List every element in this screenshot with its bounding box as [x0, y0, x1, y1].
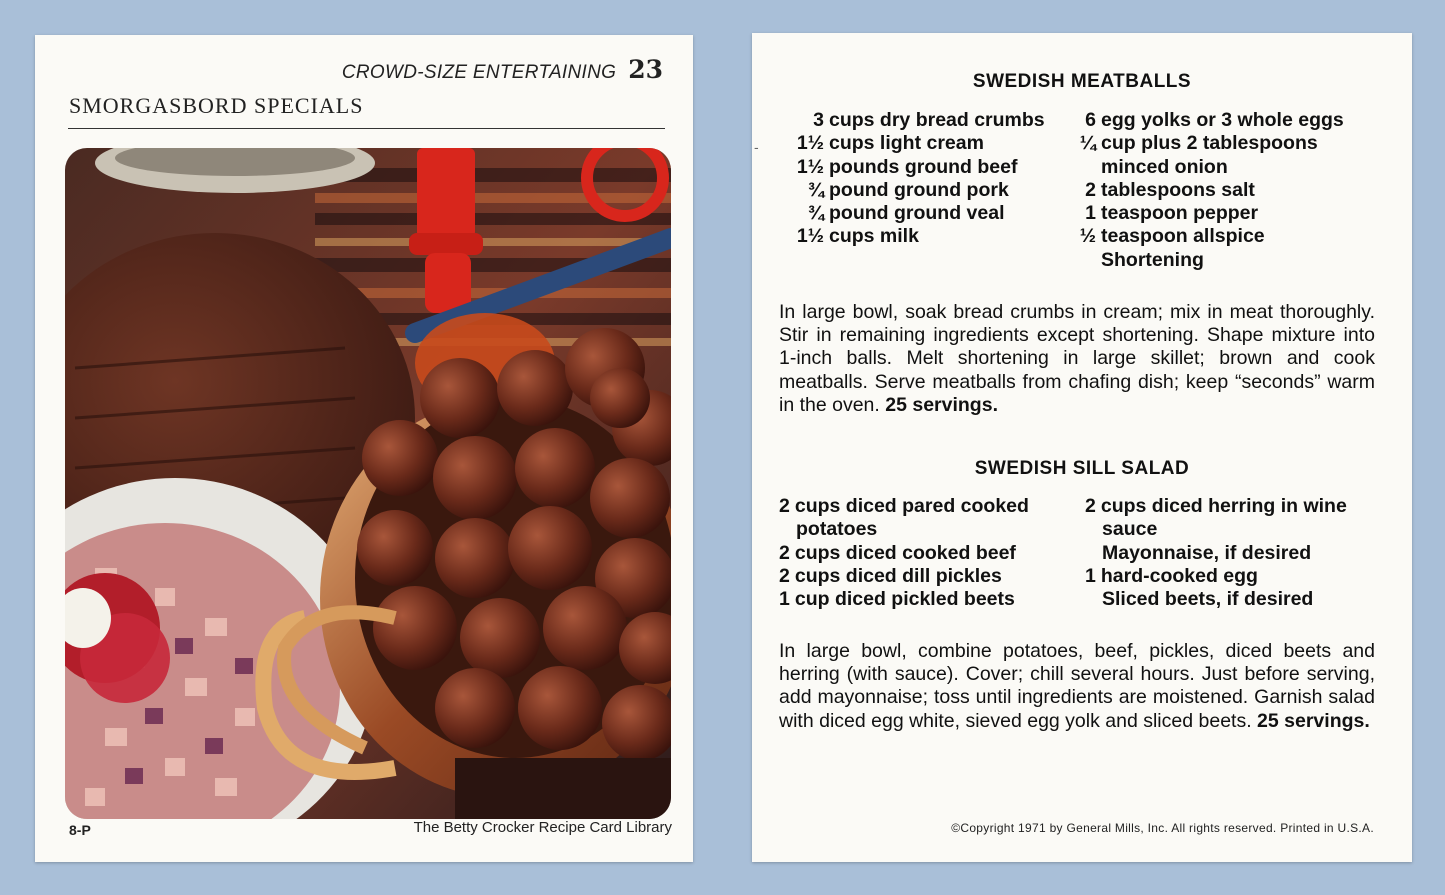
- card-code: 8-P: [69, 822, 91, 838]
- food-photo: [65, 148, 671, 819]
- servings: 25 servings.: [885, 393, 998, 416]
- library-name: The Betty Crocker Recipe Card Library: [413, 819, 672, 836]
- recipe-title-meatballs: SWEDISH MEATBALLS: [972, 71, 1192, 92]
- ingredient-line: [1052, 179, 1344, 202]
- ingredient-text: minced onion: [1101, 155, 1228, 178]
- ingredient-quantity: 1½: [796, 132, 824, 155]
- ingredient-quantity: 1½: [796, 155, 824, 178]
- card-number: 23: [628, 55, 663, 84]
- ingredient-line: [779, 542, 1029, 565]
- ingredient-line: [1052, 249, 1344, 272]
- ingredient-quantity: 2: [779, 495, 790, 517]
- recipe-card-front: [35, 35, 693, 862]
- ingredient-quantity: [1085, 588, 1102, 611]
- ingredient-text: teaspoon pepper: [1101, 202, 1259, 225]
- meatballs-photo-illustration: [65, 148, 671, 819]
- ingredient-text: cups light cream: [829, 132, 984, 155]
- ingredient-quantity: 2: [1085, 178, 1096, 201]
- ingredient-line: [1085, 495, 1347, 518]
- ingredient-line: [1085, 518, 1347, 541]
- ingredient-quantity: ¼: [1079, 132, 1096, 155]
- ingredient-quantity: 6: [1085, 109, 1096, 131]
- header-divider: [68, 128, 665, 129]
- ingredient-text: cup diced pickled beets: [794, 588, 1015, 611]
- ingredient-line: [1085, 542, 1347, 565]
- ingredient-line: [1052, 132, 1344, 155]
- ingredient-text: cups diced pared cooked: [794, 495, 1029, 517]
- servings: 25 servings.: [1257, 709, 1370, 732]
- ingredient-line: [780, 225, 1045, 248]
- ingredient-quantity: 3: [813, 109, 824, 131]
- ingredient-text: hard-cooked egg: [1100, 564, 1258, 587]
- ingredient-line: [779, 518, 1029, 541]
- ingredient-quantity: ¾: [807, 178, 824, 201]
- ingredient-quantity: 2: [1085, 495, 1096, 517]
- ingredient-text: pounds ground beef: [829, 155, 1018, 178]
- ingredient-text: egg yolks or 3 whole eggs: [1101, 109, 1344, 131]
- ingredient-quantity: 1: [779, 588, 790, 611]
- ingredient-text: pound ground veal: [829, 202, 1005, 225]
- ingredient-line: [1052, 225, 1344, 248]
- ingredient-line: [1085, 565, 1347, 588]
- directions-sill-salad: [779, 640, 1375, 733]
- ingredient-text: cups diced cooked beef: [794, 541, 1016, 564]
- ingredient-quantity: 2: [779, 564, 790, 587]
- ingredient-text: teaspoon allspice: [1101, 225, 1265, 248]
- ingredient-line: [1052, 109, 1344, 132]
- ingredient-quantity: [1052, 156, 1101, 179]
- ingredient-text: cups diced dill pickles: [794, 564, 1002, 587]
- ingredient-line: [779, 495, 1029, 518]
- ingredient-quantity: ¾: [807, 202, 824, 225]
- ingredient-text: cups milk: [829, 225, 919, 248]
- ingredient-line: [1085, 588, 1347, 611]
- directions-text: In large bowl, combine potatoes, beef, pickles, diced beets and herring (with sauce). Cover; chill several hours. Just before serving, add mayonnaise; toss until ingredients are moistened. Garnish salad with diced egg white, sieved egg yolk and sliced beets.: [779, 640, 1375, 732]
- ingredient-text: Shortening: [1101, 248, 1204, 271]
- ingredient-line: [1052, 156, 1344, 179]
- ingredient-quantity: 1: [1085, 202, 1096, 225]
- card-header: [342, 55, 663, 84]
- ingredient-text: tablespoons salt: [1101, 178, 1255, 201]
- ingredient-quantity: 2: [779, 541, 790, 564]
- ingredient-quantity: [1085, 542, 1102, 565]
- ingredient-quantity: 1½: [796, 225, 824, 248]
- ingredient-text: Mayonnaise, if desired: [1102, 541, 1312, 564]
- ingredient-line: [779, 588, 1029, 611]
- recipe-title-sill-salad: SWEDISH SILL SALAD: [974, 458, 1190, 479]
- ingredient-line: [780, 179, 1045, 202]
- directions-meatballs: [779, 301, 1375, 417]
- ingredient-line: [780, 156, 1045, 179]
- copyright: ©Copyright 1971 by General Mills, Inc. All rights reserved. Printed in U.S.A.: [951, 821, 1374, 835]
- directions-text: In large bowl, soak bread crumbs in cream; mix in meat thoroughly. Stir in remaining ingredients except shortening. Shape mixture into 1-inch balls. Melt shortening in large skillet; brown and cook meatballs. Serve meatballs from chafing dish; keep “seconds” warm in the oven.: [779, 301, 1375, 416]
- ingredient-line: [780, 132, 1045, 155]
- ingredient-line: [779, 565, 1029, 588]
- ingredient-text: pound ground pork: [829, 178, 1009, 201]
- card-title: SMORGASBORD SPECIALS: [69, 93, 364, 118]
- section-label: CROWD-SIZE ENTERTAINING: [341, 62, 617, 83]
- ingredient-quantity: [1052, 249, 1101, 272]
- ingredient-line: [780, 109, 1045, 132]
- ingredient-text: cup plus 2 tablespoons: [1101, 132, 1318, 155]
- ingredients-right-meatballs: [1052, 109, 1344, 272]
- ingredient-line: [1052, 202, 1344, 225]
- ingredients-left-meatballs: [780, 109, 1045, 249]
- ingredient-quantity: [779, 518, 796, 541]
- recipe-card-back: - SWEDISH MEATBALLS 3 cups dry bread crumbs 1½ cups light cream 1½ pounds ground beef ¾ pound ground pork ¾ pound ground veal 1½ cups milk 6 egg yolks or 3 whole eggs ¼ cup plus 2 tablespoons minced onion 2 tablespoons salt 1 teaspoon pepper ½ teaspoon allspice Shortening In large bowl, soak bread crumbs in cream; mix in meat thoroughly. Stir in remaining ingredients except shortening. Shape mixture into 1-inch balls. Melt shortening in large skillet; brown and cook meatballs. Serve meatballs from chafing dish; keep “seconds” warm in the oven. 25 servings. SWEDISH SILL SALAD 2 cups diced pared cooked potatoes 2 cups diced cooked beef 2 cups diced dill pickles 1 cup diced pickled beets 2 cups diced herring in wine sauce Mayonnaise, if desired 1 hard-cooked egg Sliced beets, if desired In large bowl, combine potatoes, beef, pickles, diced beets and herring (with sauce). Cover; chill several hours. Just before serving, add mayonnaise; toss until ingredients are moistened. Garnish salad with diced egg white, sieved egg yolk and sliced beets. 25 servings. ©Copyright 1971 by General Mills, Inc. All rights reserved. Printed in U.S.A.: [752, 33, 1412, 862]
- ingredients-right-sill-salad: [1085, 495, 1347, 611]
- ingredient-text: potatoes: [796, 518, 878, 541]
- ingredient-text: cups diced herring in wine: [1100, 495, 1347, 517]
- ingredient-text: cups dry bread crumbs: [829, 109, 1045, 131]
- ingredient-text: Sliced beets, if desired: [1102, 588, 1314, 611]
- ingredients-left-sill-salad: [779, 495, 1029, 611]
- ingredient-quantity: 1: [1085, 564, 1096, 587]
- ingredient-line: [780, 202, 1045, 225]
- ingredient-quantity: [1085, 518, 1102, 541]
- ingredient-text: sauce: [1102, 518, 1158, 541]
- ingredient-quantity: ½: [1079, 225, 1096, 248]
